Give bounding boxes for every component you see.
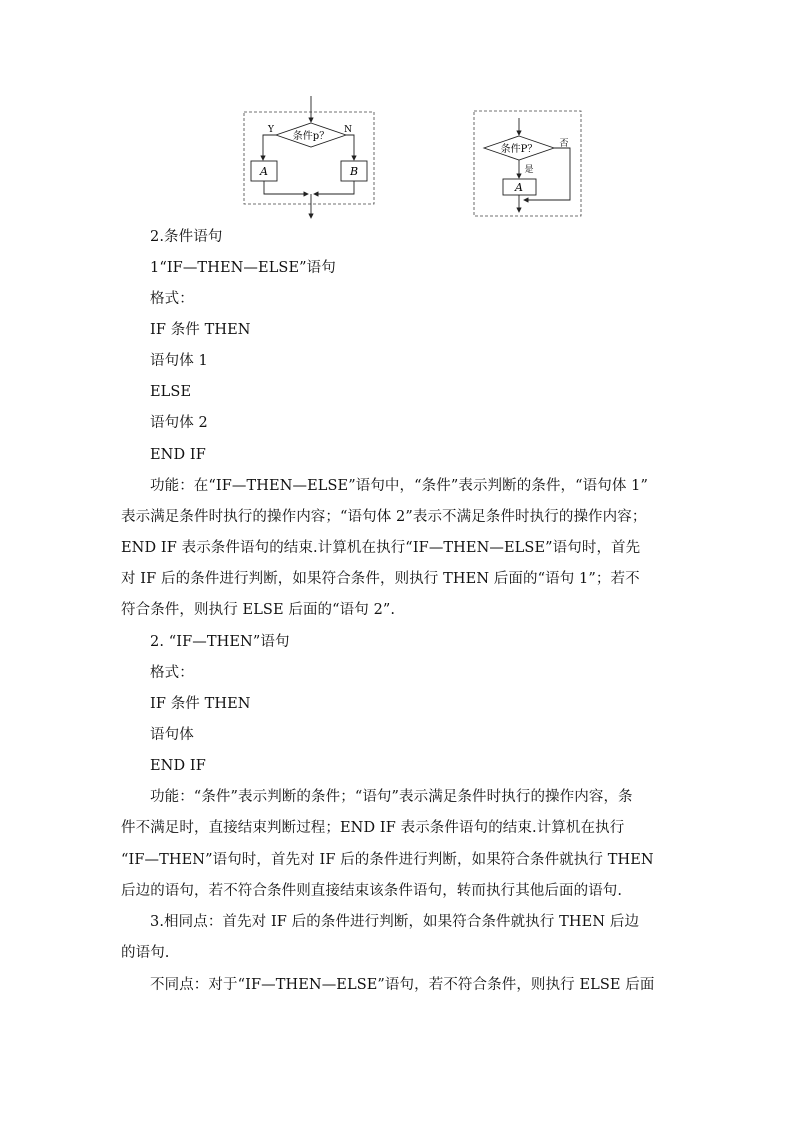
paragraph-line: 3.相同点：首先对 IF 后的条件进行判断，如果符合条件就执行 THEN 后边 <box>150 914 640 930</box>
paragraph-line: 表示满足条件时执行的操作内容；“语句体 2”表示不满足条件时执行的操作内容； <box>121 509 647 525</box>
code-line: 语句体 1 <box>150 353 208 369</box>
paragraph-line: 符合条件，则执行 ELSE 后面的“语句 2”. <box>121 602 396 618</box>
code-line: IF 条件 THEN <box>150 322 251 338</box>
yes-label: Y <box>268 125 274 135</box>
subheading-if-then-else: 1“IF—THEN—ELSE”语句 <box>150 260 336 276</box>
paragraph-line: 件不满足时，直接结束判断过程；END IF 表示条件语句的结束.计算机在执行 <box>121 820 625 836</box>
paragraph-line: 的语句. <box>121 945 170 961</box>
code-line: 语句体 <box>150 727 194 743</box>
box-b-label: B <box>349 165 359 178</box>
paragraph-line: 不同点：对于“IF—THEN—ELSE”语句，若不符合条件，则执行 ELSE 后面 <box>150 977 655 993</box>
paragraph-line: 功能：“条件”表示判断的条件；“语句”表示满足条件时执行的操作内容，条 <box>150 789 633 805</box>
paragraph-line: 对 IF 后的条件进行判断，如果符合条件，则执行 THEN 后面的“语句 1”；若不 <box>121 571 640 587</box>
if-then-else-flowchart <box>240 96 380 222</box>
paragraph-line: 后边的语句，若不符合条件则直接结束该条件语句，转而执行其他后面的语句. <box>121 883 623 899</box>
code-line: END IF <box>150 447 206 463</box>
condition-label: 条件p？ <box>292 131 330 142</box>
yes-label-2: 是 <box>524 165 534 175</box>
box-a-label: A <box>260 165 268 178</box>
format-label: 格式： <box>150 291 194 307</box>
paragraph-line: “IF—THEN”语句时，首先对 IF 后的条件进行判断，如果符合条件就执行 THEN <box>121 852 654 868</box>
format-label: 格式： <box>150 665 194 681</box>
subheading-if-then: 2. “IF—THEN”语句 <box>150 634 290 650</box>
paragraph-line: 功能：在“IF—THEN—ELSE”语句中，“条件”表示判断的条件，“语句体 1” <box>150 478 649 494</box>
section-heading: 2.条件语句 <box>150 229 223 245</box>
code-line: IF 条件 THEN <box>150 696 251 712</box>
no-label-2: 否 <box>559 139 569 149</box>
paragraph-line: END IF 表示条件语句的结束.计算机在执行“IF—THEN—ELSE”语句时，首先 <box>121 540 641 556</box>
code-line: END IF <box>150 758 206 774</box>
no-label: N <box>344 125 352 135</box>
if-then-flowchart <box>470 108 586 220</box>
box-a-label-2: A <box>515 181 523 194</box>
code-line: 语句体 2 <box>150 415 208 431</box>
condition-label-2: 条件P？ <box>500 144 538 155</box>
code-line: ELSE <box>150 384 192 400</box>
